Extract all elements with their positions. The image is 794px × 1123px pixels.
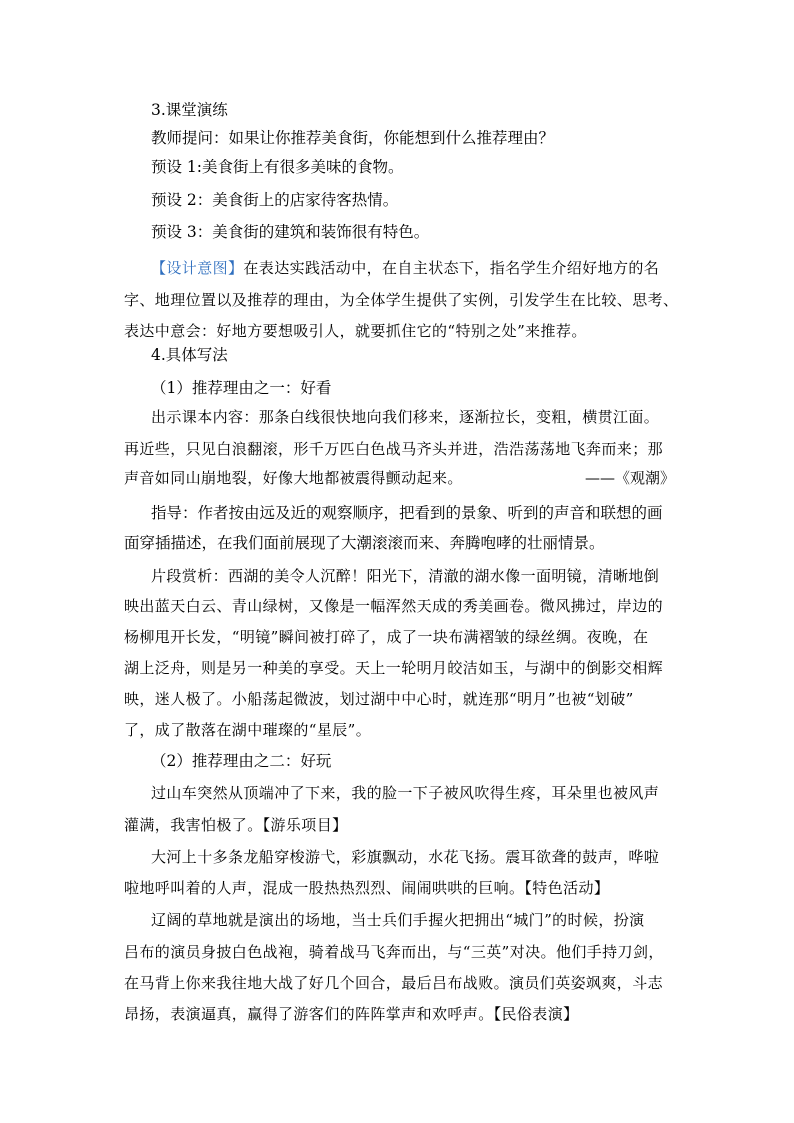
appreciation-line-6: 了，成了散落在湖中璀璨的“星辰”。 [124,721,372,739]
preset-3: 预设 3：美食街的建筑和装饰很有特色。 [151,223,430,241]
reason2-title: （2）推荐理由之二：好玩 [151,752,332,770]
excerpt-line-1: 出示课本内容：那条白线很快地向我们移来，逐渐拉长，变粗，横贯江面。 [151,408,660,426]
excerpt-line-2: 再近些，只见白浪翻滚，形千万匹白色战马齐头并进，浩浩荡荡地飞奔而来；那 [124,440,664,458]
fun-para3-line-4: 昂扬，表演逼真，赢得了游客们的阵阵掌声和欢呼声。【民俗表演】 [124,1005,579,1023]
fun-para2-line-1: 大河上十多条龙船穿梭游弋，彩旗飘动，水花飞扬。震耳欲聋的鼓声，哗啦 [151,848,660,866]
section4-heading: 4.具体写法 [151,346,228,364]
appreciation-line-3: 杨柳甩开长发，“明镜”瞬间被打碎了，成了一块布满褶皱的绿丝绸。夜晚，在 [124,628,649,646]
design-intent-tag: 【设计意图】 [151,259,244,277]
reason1-title: （1）推荐理由之一：好看 [151,379,332,397]
preset-1: 预设 1:美食街上有很多美味的食物。 [151,158,404,176]
excerpt-line-3: 声音如同山崩地裂，好像大地都被震得颤动起来。 [124,469,463,487]
preset-2: 预设 2：美食街上的店家待客热情。 [151,191,399,209]
appreciation-line-4: 湖上泛舟，则是另一种美的享受。天上一轮明月皎洁如玉，与湖中的倒影交相辉 [124,659,664,677]
fun-para3-line-3: 在马背上你来我往地大战了好几个回合，最后吕布战败。演员们英姿飒爽，斗志 [124,974,664,992]
fun-para2-line-2: 啦地呼叫着的人声，混成一股热热烈烈、闹闹哄哄的巨响。【特色活动】 [124,879,610,897]
section3-heading: 3.课堂演练 [151,101,228,119]
design-intent-text: 在表达实践活动中，在自主状态下，指名学生介绍好地方的名 [243,259,660,277]
guide-line-1: 指导：作者按由远及近的观察顺序，把看到的景象、听到的声音和联想的画 [151,504,663,522]
appreciation-line-1: 片段赏析：西湖的美令人沉醉！阳光下，清澈的湖水像一面明镜，清晰地倒 [151,567,660,585]
fun-para3-line-1: 辽阔的草地就是演出的场地，当士兵们手握火把拥出“城门”的时候，扮演 [151,911,645,929]
excerpt-source: ——《观潮》 [585,469,676,487]
appreciation-line-5: 映，迷人极了。小船荡起微波，划过湖中中心时，就连那“明月”也被“划破” [124,690,634,708]
fun-para1-line-1: 过山车突然从顶端冲了下来，我的脸一下子被风吹得生疼，耳朵里也被风声 [151,784,660,802]
design-intent-line-3: 表达中意会：好地方要想吸引人，就要抓住它的“特别之处”来推荐。 [124,322,587,340]
teacher-question: 教师提问：如果让你推荐美食街，你能想到什么推荐理由？ [151,129,555,147]
appreciation-line-2: 映出蓝天白云、青山绿树，又像是一幅浑然天成的秀美画卷。微风拂过，岸边的 [124,597,664,615]
design-intent-line-1 [151,258,659,278]
fun-para1-line-2: 灌满，我害怕极了。【游乐项目】 [124,816,348,834]
fun-para3-line-2: 吕布的演员身披白色战袍，骑着战马飞奔而出，与“三英”对决。他们手持刀剑， [124,943,664,961]
guide-line-2: 面穿插描述，在我们面前展现了大潮滚滚而来、奔腾咆哮的壮丽情景。 [124,534,605,552]
design-intent-line-2: 字、地理位置以及推荐的理由，为全体学生提供了实例，引发学生在比较、思考、 [124,291,679,309]
